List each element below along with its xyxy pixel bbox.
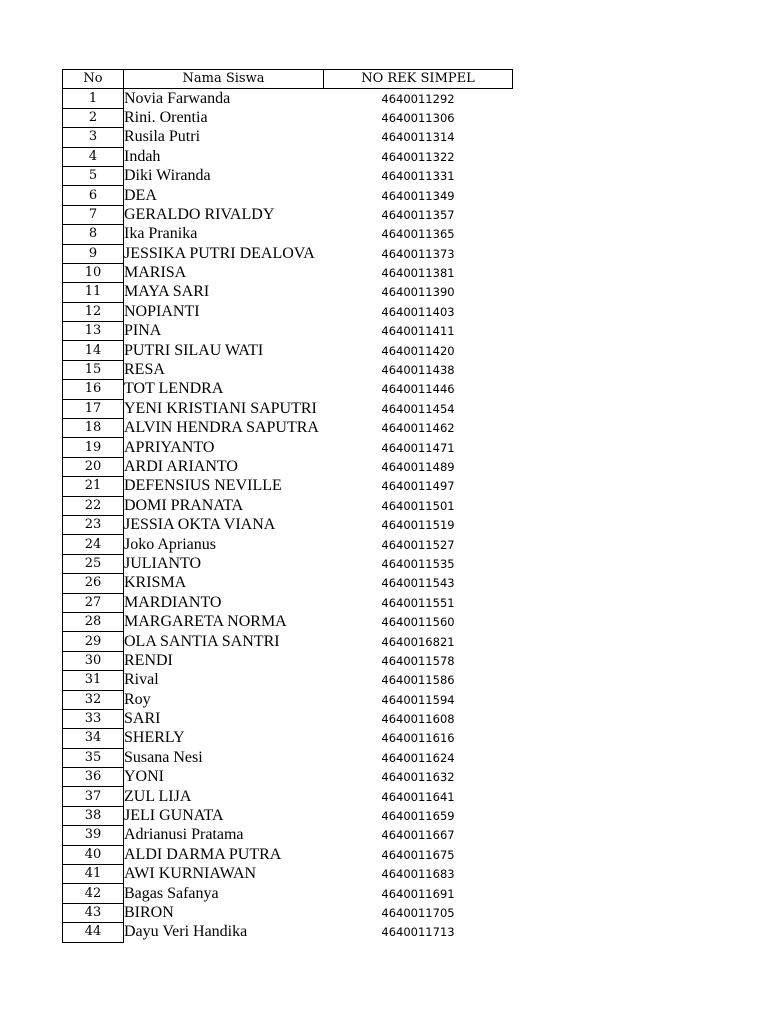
table-row bbox=[63, 709, 513, 728]
table-row bbox=[63, 671, 513, 690]
student-name: Roy bbox=[124, 690, 151, 708]
account-number: 4640011331 bbox=[381, 169, 455, 184]
row-number: 25 bbox=[63, 554, 124, 573]
student-name: SHERLY bbox=[124, 729, 185, 747]
row-number: 26 bbox=[63, 574, 124, 593]
account-number: 4640011411 bbox=[381, 324, 455, 339]
row-number: 15 bbox=[63, 360, 124, 379]
account-number: 4640011535 bbox=[381, 556, 455, 571]
row-number: 18 bbox=[63, 419, 124, 438]
account-number: 4640011373 bbox=[381, 246, 455, 261]
student-name: JELI GUNATA bbox=[124, 807, 224, 825]
student-name: ZUL LIJA bbox=[124, 787, 192, 805]
student-name: BIRON bbox=[124, 903, 174, 921]
row-number: 10 bbox=[63, 263, 124, 282]
student-name: ALVIN HENDRA SAPUTRA bbox=[124, 419, 319, 437]
account-number: 4640011365 bbox=[381, 227, 455, 242]
account-number: 4640011632 bbox=[381, 770, 455, 785]
row-number: 29 bbox=[63, 632, 124, 651]
table-row bbox=[63, 360, 513, 379]
student-account-table bbox=[62, 69, 513, 943]
table-row bbox=[63, 865, 513, 884]
row-number: 44 bbox=[63, 923, 124, 942]
table-row bbox=[63, 457, 513, 476]
account-number: 4640011446 bbox=[381, 382, 455, 397]
row-number: 8 bbox=[63, 225, 124, 244]
row-number: 5 bbox=[63, 166, 124, 185]
student-name: APRIYANTO bbox=[124, 438, 215, 456]
row-number: 9 bbox=[63, 244, 124, 263]
row-number: 43 bbox=[63, 903, 124, 922]
student-name: DOMI PRANATA bbox=[124, 496, 244, 514]
student-name: DEA bbox=[124, 186, 157, 204]
student-name: MAYA SARI bbox=[124, 283, 210, 301]
table-row bbox=[63, 496, 513, 515]
student-name: Susana Nesi bbox=[124, 748, 203, 766]
table-row bbox=[63, 787, 513, 806]
row-number: 41 bbox=[63, 865, 124, 884]
table-row bbox=[63, 244, 513, 263]
table-row bbox=[63, 690, 513, 709]
header-no-rek-simpel: NO REK SIMPEL bbox=[324, 70, 513, 89]
account-number: 4640011705 bbox=[381, 905, 455, 920]
row-number: 39 bbox=[63, 826, 124, 845]
table-row bbox=[63, 477, 513, 496]
table-row bbox=[63, 419, 513, 438]
row-number: 4 bbox=[63, 147, 124, 166]
table-row bbox=[63, 108, 513, 127]
row-number: 34 bbox=[63, 729, 124, 748]
account-number: 4640011713 bbox=[381, 925, 455, 940]
row-number: 12 bbox=[63, 302, 124, 321]
account-number: 4640011616 bbox=[381, 731, 455, 746]
student-name: PUTRI SILAU WATI bbox=[124, 341, 264, 359]
row-number: 38 bbox=[63, 806, 124, 825]
row-number: 24 bbox=[63, 535, 124, 554]
table-row bbox=[63, 574, 513, 593]
row-number: 33 bbox=[63, 709, 124, 728]
account-number: 4640011624 bbox=[381, 750, 455, 765]
row-number: 23 bbox=[63, 515, 124, 534]
table-row bbox=[63, 302, 513, 321]
account-number: 4640011501 bbox=[381, 498, 455, 513]
table-row bbox=[63, 380, 513, 399]
row-number: 36 bbox=[63, 768, 124, 787]
row-number: 21 bbox=[63, 477, 124, 496]
account-number: 4640016821 bbox=[381, 634, 455, 649]
table-row bbox=[63, 341, 513, 360]
table-row bbox=[63, 515, 513, 534]
table-row bbox=[63, 283, 513, 302]
account-number: 4640011292 bbox=[381, 91, 455, 106]
account-number: 4640011675 bbox=[381, 847, 455, 862]
header-row bbox=[63, 70, 513, 89]
row-number: 40 bbox=[63, 845, 124, 864]
student-name: YENI KRISTIANI SAPUTRI bbox=[124, 399, 317, 417]
table-row bbox=[63, 806, 513, 825]
table-row bbox=[63, 612, 513, 631]
account-number: 4640011683 bbox=[381, 867, 455, 882]
table-row bbox=[63, 128, 513, 147]
account-number: 4640011462 bbox=[381, 421, 455, 436]
account-number: 4640011438 bbox=[381, 363, 455, 378]
table-row bbox=[63, 923, 513, 942]
row-number: 32 bbox=[63, 690, 124, 709]
account-number: 4640011519 bbox=[381, 518, 455, 533]
account-number: 4640011306 bbox=[381, 110, 455, 125]
account-number: 4640011381 bbox=[381, 266, 455, 281]
student-name: RENDI bbox=[124, 651, 173, 669]
account-number: 4640011691 bbox=[381, 886, 455, 901]
account-number: 4640011608 bbox=[381, 712, 455, 727]
row-number: 30 bbox=[63, 651, 124, 670]
student-name: OLA SANTIA SANTRI bbox=[124, 632, 280, 650]
table-row bbox=[63, 554, 513, 573]
account-number: 4640011489 bbox=[381, 460, 455, 474]
row-number: 17 bbox=[63, 399, 124, 418]
table-row bbox=[63, 205, 513, 224]
table-row bbox=[63, 535, 513, 554]
table-row bbox=[63, 903, 513, 922]
table-body bbox=[63, 89, 513, 942]
table-row bbox=[63, 322, 513, 341]
account-number: 4640011349 bbox=[381, 188, 455, 203]
account-number: 4640011497 bbox=[381, 479, 455, 494]
account-number: 4640011527 bbox=[381, 537, 455, 552]
student-name: YONI bbox=[124, 768, 164, 786]
row-number: 42 bbox=[63, 884, 124, 903]
row-number: 22 bbox=[63, 496, 124, 515]
student-name: AWI KURNIAWAN bbox=[124, 865, 257, 883]
account-number: 4640011314 bbox=[381, 130, 455, 145]
table-row bbox=[63, 651, 513, 670]
table-row bbox=[63, 166, 513, 185]
account-number: 4640011594 bbox=[381, 692, 455, 707]
account-number: 4640011560 bbox=[381, 615, 455, 630]
student-name: MARGARETA NORMA bbox=[124, 613, 287, 631]
student-name: ARDI ARIANTO bbox=[124, 458, 238, 475]
row-number: 35 bbox=[63, 748, 124, 767]
student-name: ALDI DARMA PUTRA bbox=[124, 845, 282, 863]
table-row bbox=[63, 438, 513, 457]
account-number: 4640011578 bbox=[381, 653, 455, 668]
table-row bbox=[63, 768, 513, 787]
account-number: 4640011454 bbox=[381, 401, 455, 416]
student-name: PINA bbox=[124, 322, 162, 340]
table-row bbox=[63, 826, 513, 845]
row-number: 27 bbox=[63, 593, 124, 612]
row-number: 1 bbox=[63, 89, 124, 108]
table-row bbox=[63, 186, 513, 205]
student-name: SARI bbox=[124, 710, 161, 728]
student-name: Rini. Orentia bbox=[124, 108, 208, 126]
account-number: 4640011471 bbox=[381, 440, 455, 455]
student-name: RESA bbox=[124, 361, 165, 379]
row-number: 16 bbox=[63, 380, 124, 399]
account-number: 4640011403 bbox=[381, 304, 455, 319]
row-number: 14 bbox=[63, 341, 124, 360]
student-name: Rusila Putri bbox=[124, 128, 201, 146]
account-number: 4640011641 bbox=[381, 789, 455, 804]
table-row bbox=[63, 729, 513, 748]
student-name: JULIANTO bbox=[124, 554, 202, 572]
student-name: JESSIKA PUTRI DEALOVA bbox=[124, 244, 315, 262]
table-row bbox=[63, 147, 513, 166]
table-header bbox=[63, 70, 513, 89]
account-number: 4640011667 bbox=[381, 828, 455, 843]
student-name: Novia Farwanda bbox=[124, 89, 231, 107]
header-nama-siswa: Nama Siswa bbox=[124, 70, 324, 89]
student-name: Diki Wiranda bbox=[124, 167, 211, 185]
student-name: KRISMA bbox=[124, 574, 187, 592]
account-number: 4640011420 bbox=[381, 343, 455, 358]
header-no: No bbox=[63, 70, 124, 89]
row-number: 20 bbox=[63, 457, 124, 476]
row-number: 11 bbox=[63, 283, 124, 302]
student-name: MARDIANTO bbox=[124, 593, 222, 611]
table-row bbox=[63, 263, 513, 282]
row-number: 28 bbox=[63, 612, 124, 631]
table-row bbox=[63, 593, 513, 612]
student-name: Bagas Safanya bbox=[124, 884, 219, 902]
table-row bbox=[63, 225, 513, 244]
account-number: 4640011357 bbox=[381, 207, 455, 222]
student-name: GERALDO RIVALDY bbox=[124, 205, 275, 223]
student-name: Indah bbox=[124, 147, 161, 165]
row-number: 19 bbox=[63, 438, 124, 457]
row-number: 31 bbox=[63, 671, 124, 690]
student-name: MARISA bbox=[124, 264, 187, 282]
row-number: 7 bbox=[63, 205, 124, 224]
account-number: 4640011390 bbox=[381, 285, 455, 300]
student-name: Ika Pranika bbox=[124, 225, 198, 243]
student-name: Dayu Veri Handika bbox=[124, 923, 248, 941]
student-name: NOPIANTI bbox=[124, 302, 200, 320]
student-name: TOT LENDRA bbox=[124, 380, 224, 398]
row-number: 37 bbox=[63, 787, 124, 806]
table-row bbox=[63, 748, 513, 767]
account-number: 4640011551 bbox=[381, 595, 455, 610]
student-name: Joko Aprianus bbox=[124, 535, 216, 553]
student-name: Rival bbox=[124, 671, 159, 689]
account-number: 4640011322 bbox=[381, 149, 455, 164]
student-name: Adrianusi Pratama bbox=[124, 826, 244, 844]
table-row bbox=[63, 884, 513, 903]
row-number: 2 bbox=[63, 108, 124, 127]
student-name: DEFENSIUS NEVILLE bbox=[124, 477, 282, 495]
account-number: 4640011659 bbox=[381, 809, 455, 824]
row-number: 13 bbox=[63, 322, 124, 341]
table-row bbox=[63, 845, 513, 864]
row-number: 6 bbox=[63, 186, 124, 205]
table-row bbox=[63, 89, 513, 108]
account-number: 4640011543 bbox=[381, 576, 455, 591]
table-row bbox=[63, 399, 513, 418]
account-number: 4640011586 bbox=[381, 673, 455, 688]
student-name: JESSIA OKTA VIANA bbox=[124, 516, 276, 534]
table-row bbox=[63, 632, 513, 651]
row-number: 3 bbox=[63, 128, 124, 147]
